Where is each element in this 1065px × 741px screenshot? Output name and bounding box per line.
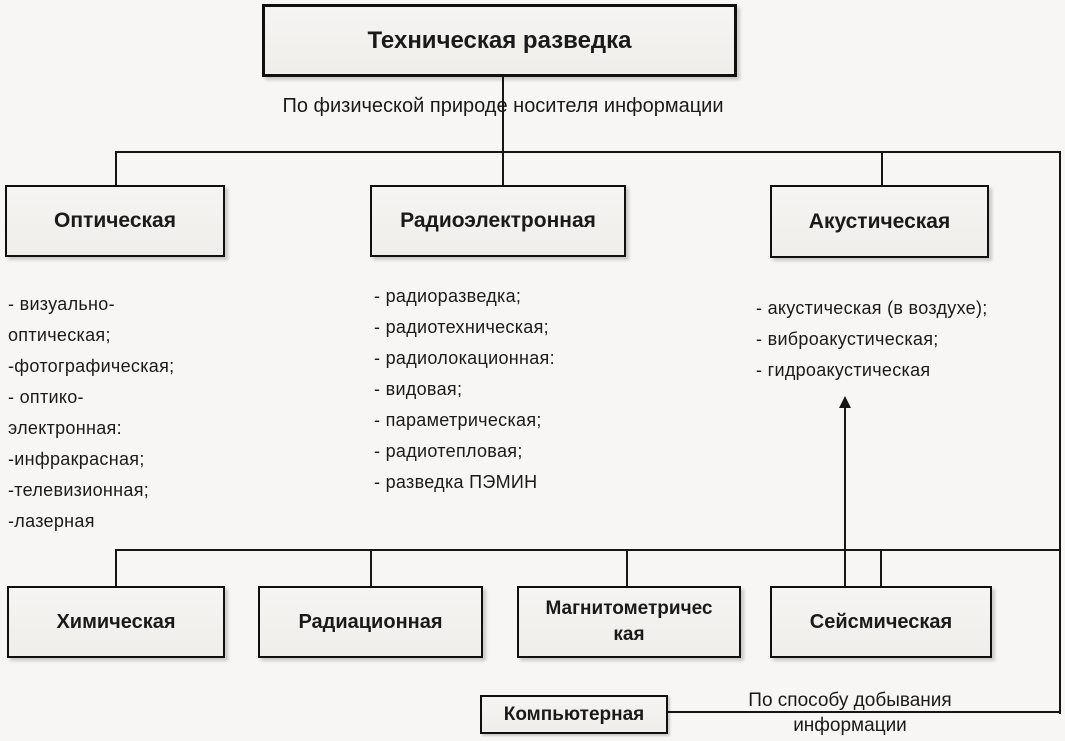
criterion-acquisition-method-line1: По способу добывания <box>748 690 952 711</box>
connector-right-edge-vertical <box>1059 151 1061 714</box>
node-radiation-label: Радиационная <box>298 610 443 633</box>
node-computer <box>480 695 668 734</box>
connector-optical-vertical <box>115 151 117 187</box>
list-item: - оптико- <box>8 387 84 407</box>
list-item: -лазерная <box>8 511 95 531</box>
node-magnetometric <box>517 586 741 658</box>
list-item: -фотографическая; <box>8 356 175 376</box>
connector-magnetometric-vertical <box>626 549 628 588</box>
list-item: - визуально- <box>8 294 115 314</box>
list-item: - радиолокационная: <box>374 348 555 368</box>
node-technical-intelligence-label: Техническая разведка <box>367 26 632 54</box>
connector-seismic-vertical <box>880 549 882 588</box>
node-acoustic <box>770 185 989 258</box>
list-item: - гидроакустическая <box>756 360 931 380</box>
radioelectronic-items-list <box>374 281 555 498</box>
list-item: - разведка ПЭМИН <box>374 472 538 492</box>
list-item: - радиотепловая; <box>374 441 523 461</box>
node-chemical <box>7 586 225 658</box>
connector-chemical-vertical <box>115 549 117 588</box>
connector-row2-horizontal <box>115 549 1061 551</box>
node-radioelectronic-label: Радиоэлектронная <box>400 209 596 232</box>
list-item: - видовая; <box>374 379 463 399</box>
list-item: - параметрическая; <box>374 410 542 430</box>
node-seismic-label: Сейсмическая <box>809 610 953 633</box>
acoustic-items-list <box>756 293 988 386</box>
node-optical-label: Оптическая <box>54 209 176 232</box>
list-item: оптическая; <box>8 325 111 345</box>
node-magnetometric-label-line2: кая <box>613 624 645 645</box>
connector-radiation-vertical <box>370 549 372 588</box>
list-item: - акустическая (в воздухе); <box>756 298 988 318</box>
list-item: -инфракрасная; <box>8 449 145 469</box>
node-radiation <box>258 586 483 658</box>
node-magnetometric-label-line1: Магнитометричес <box>545 598 713 620</box>
connector-root-vertical <box>502 76 504 186</box>
criterion-acquisition-method-line2: информации <box>793 715 907 736</box>
node-computer-label: Компьютерная <box>503 703 645 725</box>
list-item: - радиотехническая; <box>374 317 549 337</box>
node-seismic <box>770 586 992 658</box>
connector-acoustic-vertical <box>881 151 883 187</box>
connector-row1-horizontal <box>115 151 1061 153</box>
list-item: - виброакустическая; <box>756 329 939 349</box>
list-item: -телевизионная; <box>8 480 150 500</box>
list-item: электронная: <box>8 418 122 438</box>
node-chemical-label: Химическая <box>56 610 176 633</box>
node-optical <box>5 185 225 257</box>
node-acoustic-label: Акустическая <box>808 209 951 233</box>
list-item: - радиоразведка; <box>374 286 522 306</box>
node-radioelectronic <box>370 185 626 257</box>
node-technical-intelligence <box>262 4 737 77</box>
optical-items-list <box>8 289 174 537</box>
criterion-physical-nature-label: По физической природе носителя информации <box>282 95 724 117</box>
connector-seismic-to-acoustic-arrow-line <box>844 406 846 586</box>
arrow-up-icon <box>839 396 851 408</box>
